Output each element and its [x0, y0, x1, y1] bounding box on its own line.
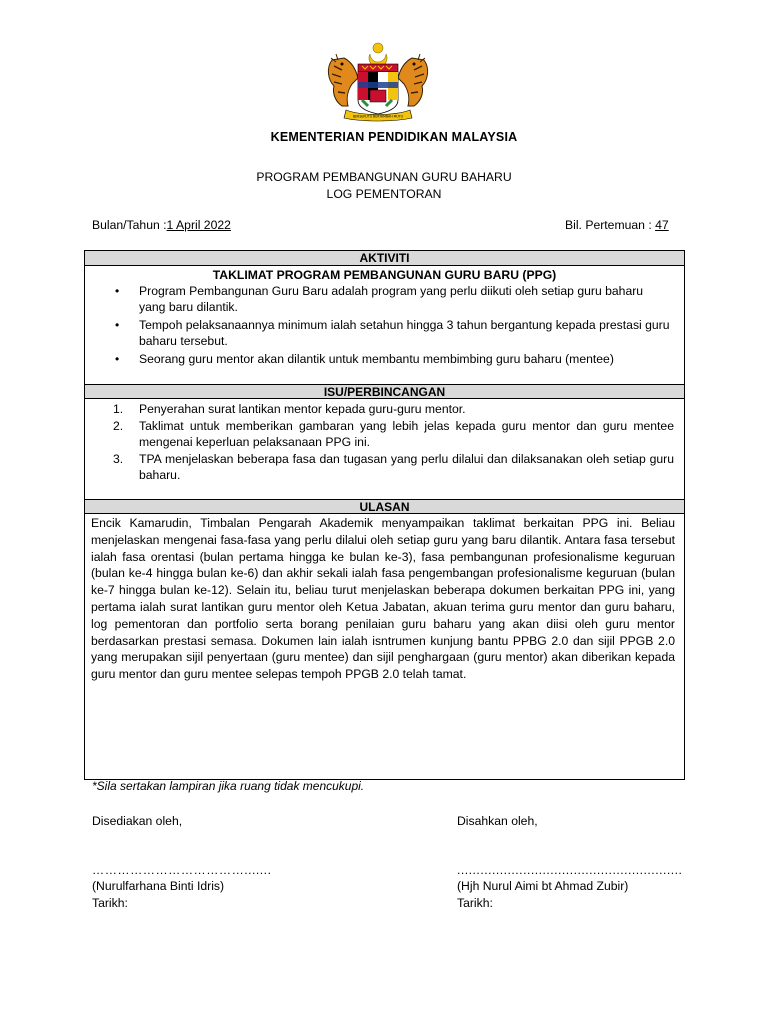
- meeting-label: Bil. Pertemuan :: [565, 218, 656, 232]
- prepared-by-name: (Nurulfarhana Binti Idris): [92, 879, 225, 893]
- aktiviti-subtitle: TAKLIMAT PROGRAM PEMBANGUNAN GURU BARU (PPG): [212, 268, 557, 282]
- list-item: • Tempoh pelaksanaannya minimum ialah setahun hingga 3 tahun bergantung kepada prestasi guru baharu tersebut.: [115, 318, 670, 348]
- item-number: 3.: [113, 452, 124, 466]
- approved-date-label: Tarikh:: [457, 896, 493, 910]
- aktiviti-heading: AKTIVITI: [85, 251, 684, 266]
- list-item: • Program Pembangunan Guru Baru adalah program yang perlu diikuti oleh setiap guru baharu yang baru dilantik.: [115, 284, 644, 314]
- prepared-date-label: Tarikh:: [92, 896, 128, 910]
- ministry-name: KEMENTERIAN PENDIDIKAN MALAYSIA: [270, 130, 518, 144]
- list-item: • Seorang guru mentor akan dilantik untuk membantu membimbing guru baharu (mentee): [115, 352, 614, 366]
- prepared-by-label: Disediakan oleh,: [92, 814, 183, 828]
- bullet-icon: •: [115, 284, 120, 298]
- approved-by-label: Disahkan oleh,: [457, 814, 538, 828]
- ulasan-heading: ULASAN: [85, 499, 684, 514]
- attachment-note: *Sila sertakan lampiran jika ruang tidak mencukupi.: [92, 779, 365, 793]
- date-value: 1 April 2022: [166, 218, 231, 232]
- program-title: PROGRAM PEMBANGUNAN GURU BAHARU: [256, 170, 512, 184]
- list-item: 3. TPA menjelaskan beberapa fasa dan tugasan yang perlu dilalui dan dilaksanakan oleh setiap guru baharu.: [113, 452, 674, 482]
- mentoring-log-table: [84, 250, 685, 780]
- item-number: 1.: [113, 402, 124, 416]
- date-field: [92, 218, 231, 232]
- aktiviti-section: [85, 251, 684, 384]
- isu-list: [85, 399, 684, 483]
- ulasan-text: Encik Kamarudin, Timbalan Pengarah Akademik menyampaikan taklimat berkaitan PPG ini. Beliau menjelaskan mengenai fasa-fasa yang perlu dilalui oleh setiap guru yang baru dilantik. Antara fasa tersebut ialah fasa orentasi (bulan pertama hingga ke bulan ke-3), fasa pembangunan profesionalisme keguruan (bulan ke-4 hingga bulan ke-6) dan akhir sekali ialah fasa pengembangan profesionalisme keguruan (bulan ke-7 hingga bulan ke-12). Selain itu, beliau turut menjelaskan beberapa dokumen berkaitan PPG ini, yang pertama ialah surat lantikan guru mentor oleh Ketua Jabatan, akuan terima guru mentor dan guru baharu, log pementoran dan portfolio serta borang penilaian guru baharu yang akan diisi oleh guru mentor berdasarkan prestasi semasa. Dokumen lain ialah isntrumen kunjung bantu PPBG 2.0 dan sijil PPGB 2.0 yang merupakan sijil penyertaan (guru mentee) dan sijil penghargaan (guru mentor) akan diberikan kepada guru mentor dan guru mentee selepas tempoh PPGB 2.0 telah tamat.: [91, 516, 675, 682]
- meeting-number-field: [565, 218, 669, 232]
- approved-by-name: (Hjh Nurul Aimi bt Ahmad Zubir): [457, 879, 629, 893]
- isu-section: [85, 384, 684, 499]
- list-item: 2. Taklimat untuk memberikan gambaran yang lebih jelas kepada guru mentor dan guru mentee mengenai keperluan pelaksanaan PPG ini.: [113, 419, 674, 449]
- list-item: 1. Penyerahan surat lantikan mentor kepada guru-guru mentor.: [113, 402, 466, 416]
- prepared-signature-line: ……………………………….......: [92, 863, 272, 877]
- isu-heading: ISU/PERBINCANGAN: [85, 384, 684, 399]
- document-title-block: [0, 169, 768, 203]
- date-label: Bulan/Tahun :: [92, 218, 167, 232]
- log-title: LOG PEMENTORAN: [326, 187, 442, 201]
- aktiviti-list: [85, 283, 684, 367]
- item-number: 2.: [113, 419, 124, 433]
- ulasan-section: [85, 499, 684, 683]
- bullet-icon: •: [115, 318, 120, 332]
- crest-motto: BERSEKUTU BERTAMBAH MUTU: [352, 114, 404, 119]
- bullet-icon: •: [115, 352, 120, 366]
- coat-of-arms-logo: [322, 40, 434, 122]
- approved-signature-line: ..........................................................: [457, 863, 683, 877]
- meeting-value: 47: [655, 218, 669, 232]
